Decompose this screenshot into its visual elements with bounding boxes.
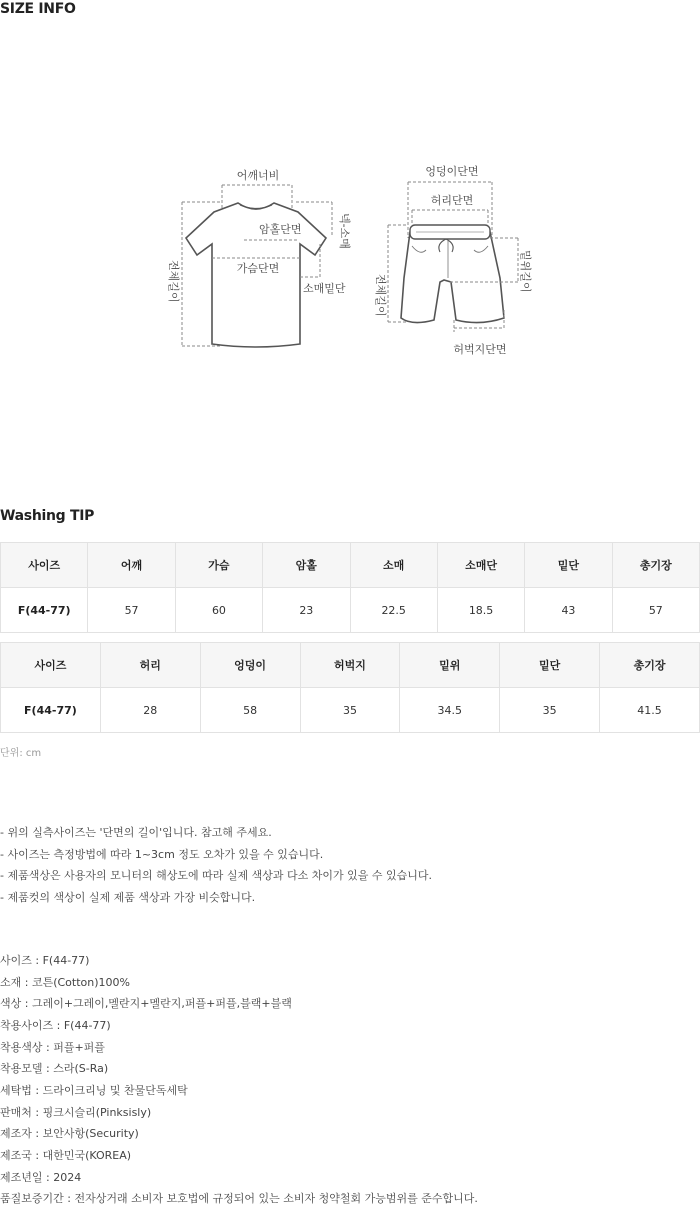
spec-item: 판매처 : 핑크시슬리(Pinksisly) <box>0 1105 152 1119</box>
label-rise: 밑위길이 <box>519 250 532 293</box>
header-cell: 밑단 <box>525 543 612 588</box>
value-cell: 60 <box>175 588 262 633</box>
note-item: - 제품컷의 색상이 실제 제품 색상과 가장 비슷합니다. <box>0 891 256 905</box>
header-cell: 총기장 <box>612 543 699 588</box>
value-cell: 43 <box>525 588 612 633</box>
table-header-row <box>1 543 700 588</box>
bottom-size-table <box>0 642 700 733</box>
table-row <box>1 588 700 633</box>
label-waist: 허리단면 <box>430 194 474 207</box>
label-sleeve-hem: 소매밑단 <box>303 282 346 295</box>
value-cell: 57 <box>612 588 699 633</box>
size-diagram <box>0 160 700 360</box>
header-cell: 가슴 <box>175 543 262 588</box>
spec-item: 착용사이즈 : F(44-77) <box>0 1018 111 1032</box>
label-hip: 엉덩이단면 <box>425 165 479 178</box>
spec-item: 착용모델 : 스라(S-Ra) <box>0 1062 109 1076</box>
size-diagram-svg <box>0 160 700 360</box>
header-cell: 어깨 <box>88 543 175 588</box>
label-top-total-length: 전체길이 <box>167 260 180 303</box>
note-item: - 위의 실측사이즈는 '단면의 길이'입니다. 참고해 주세요. <box>0 826 272 839</box>
value-cell: 35 <box>500 688 600 733</box>
header-cell: 밑단 <box>500 643 600 688</box>
value-cell: 35 <box>300 688 400 733</box>
value-cell: 34.5 <box>400 688 500 733</box>
label-thigh: 허벅지단면 <box>453 343 507 356</box>
note-item: - 사이즈는 측정방법에 따라 1~3cm 정도 오차가 있을 수 있습니다. <box>0 847 324 861</box>
table-header-row <box>1 643 700 688</box>
value-cell: 57 <box>88 588 175 633</box>
note-item: - 제품색상은 사용자의 모니터의 해상도에 따라 실제 색상과 다소 차이가 있을 수 있습니다. <box>0 869 432 883</box>
value-cell: 22.5 <box>350 588 437 633</box>
header-cell: 소매단 <box>437 543 524 588</box>
label-armhole: 암홀단면 <box>259 223 302 236</box>
value-cell: 58 <box>200 688 300 733</box>
notes-list <box>0 822 432 909</box>
header-cell: 허벅지 <box>300 643 400 688</box>
spec-item: 품질보증기간 : 전자상거래 소비자 보호법에 규정되어 있는 소비자 청약철회 가능범위를 준수합니다. <box>0 1192 478 1206</box>
spec-item: 사이즈 : F(44-77) <box>0 954 90 967</box>
size-cell: F(44-77) <box>1 688 101 733</box>
header-cell: 사이즈 <box>1 643 101 688</box>
header-cell: 허리 <box>100 643 200 688</box>
spec-item: 소재 : 코튼(Cotton)100% <box>0 975 130 989</box>
value-cell: 18.5 <box>437 588 524 633</box>
value-cell: 41.5 <box>600 688 700 733</box>
unit-note: 단위: cm <box>0 748 42 759</box>
washing-tip-title: Washing TIP <box>0 508 95 524</box>
header-cell: 사이즈 <box>1 543 88 588</box>
size-cell: F(44-77) <box>1 588 88 633</box>
size-info-title: SIZE INFO <box>0 1 76 17</box>
label-bottom-total-length: 전체길이 <box>374 274 387 317</box>
spec-item: 착용색상 : 퍼플+퍼플 <box>0 1040 105 1054</box>
label-shoulder: 어깨너비 <box>236 169 280 182</box>
header-cell: 암홀 <box>263 543 350 588</box>
spec-item: 제조자 : 보안사항(Security) <box>0 1127 139 1141</box>
spec-item: 색상 : 그레이+그레이,멜란지+멜란지,퍼플+퍼플,블랙+블랙 <box>0 997 292 1011</box>
top-size-table <box>0 542 700 633</box>
value-cell: 28 <box>100 688 200 733</box>
header-cell: 총기장 <box>600 643 700 688</box>
header-cell: 밑위 <box>400 643 500 688</box>
table-row <box>1 688 700 733</box>
label-chest: 가슴단면 <box>236 262 280 275</box>
header-cell: 엉덩이 <box>200 643 300 688</box>
spec-item: 제조년일 : 2024 <box>0 1170 82 1184</box>
spec-item: 세탁법 : 드라이크리닝 및 찬물단독세탁 <box>0 1083 188 1097</box>
header-cell: 소매 <box>350 543 437 588</box>
label-neck-sleeve: 넥-소매 <box>338 213 351 249</box>
value-cell: 23 <box>263 588 350 633</box>
product-specs <box>0 950 478 1210</box>
spec-item: 제조국 : 대한민국(KOREA) <box>0 1148 132 1162</box>
